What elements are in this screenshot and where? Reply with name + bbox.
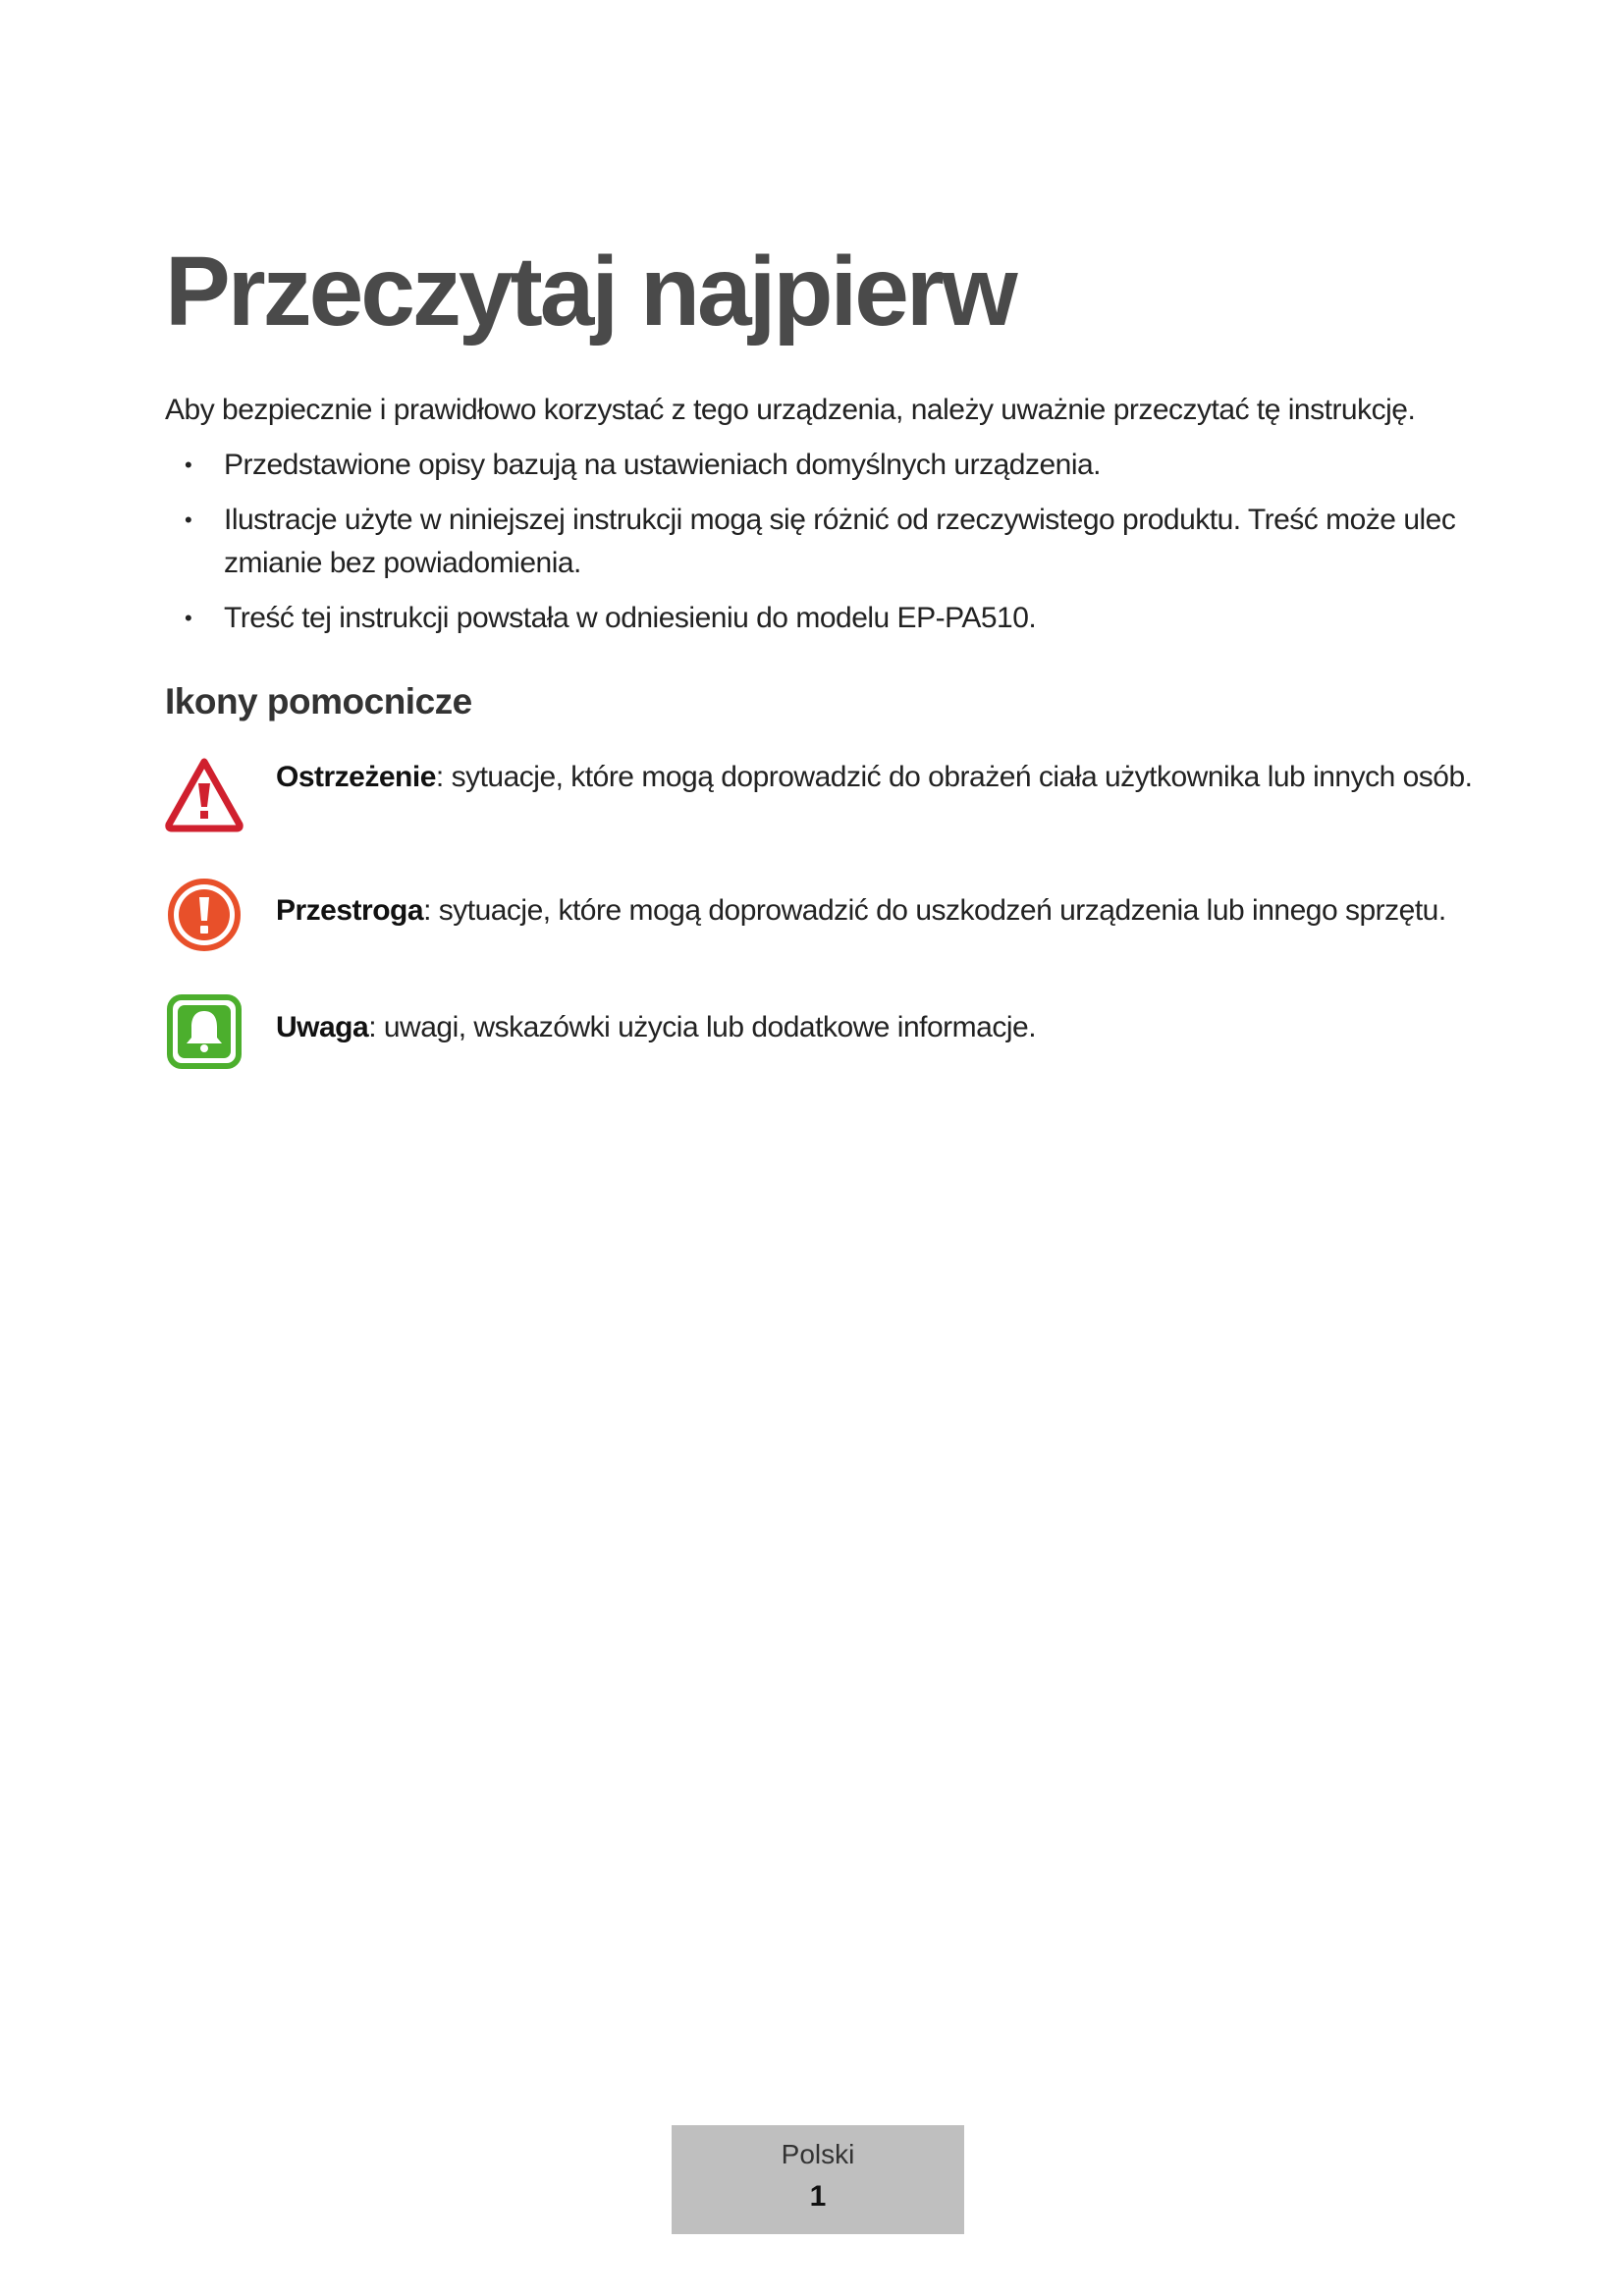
bullet-text: Przedstawione opisy bazują na ustawieniach domyślnych urządzenia.: [224, 449, 1102, 481]
bullet-item: [183, 499, 1489, 585]
icon-legend-description: : sytuacje, które mogą doprowadzić do obrażeń ciała użytkownika lub innych osób.: [435, 761, 1473, 793]
page-number: 1: [809, 2180, 827, 2213]
icon-legend-label: Uwaga: [276, 1011, 369, 1043]
icon-legend-note: [165, 992, 1481, 1071]
page-footer: [672, 2125, 964, 2234]
page-title: Przeczytaj najpierw: [165, 237, 1015, 347]
bullet-item: [183, 597, 1489, 640]
icon-legend-caution: [165, 876, 1481, 954]
intro-text: Aby bezpiecznie i prawidłowo korzystać z tego urządzenia, należy uważnie przeczytać tę instrukcję.: [165, 394, 1416, 426]
bullet-item: [183, 444, 1489, 487]
bullet-text: Treść tej instrukcji powstała w odniesieniu do modelu EP-PA510.: [224, 602, 1037, 634]
bullet-list: [183, 444, 1489, 652]
icon-legend-label: Przestroga: [276, 894, 424, 927]
warning-triangle-icon: [165, 756, 244, 834]
icon-legend-description: : uwagi, wskazówki użycia lub dodatkowe informacje.: [368, 1011, 1037, 1043]
bullet-text: Ilustracje użyte w niniejszej instrukcji mogą się różnić od rzeczywistego produktu. Treść może ulec zmianie bez powiadomienia.: [224, 504, 1456, 579]
icon-legend-warning: [165, 756, 1481, 844]
footer-language: Polski: [781, 2139, 855, 2169]
icon-legend-text: [276, 1006, 1493, 1049]
icon-legend-text: [276, 756, 1493, 799]
bullet-dot: •: [185, 606, 192, 630]
note-bell-icon: [165, 992, 244, 1071]
icon-legend-label: Ostrzeżenie: [276, 761, 436, 793]
bullet-dot: •: [185, 507, 192, 532]
section-heading: Ikony pomocnicze: [165, 681, 472, 721]
icon-legend-description: : sytuacje, które mogą doprowadzić do uszkodzeń urządzenia lub innego sprzętu.: [423, 894, 1446, 927]
bullet-dot: •: [185, 453, 192, 477]
caution-circle-icon: [165, 876, 244, 954]
icon-legend-text: [276, 889, 1493, 933]
